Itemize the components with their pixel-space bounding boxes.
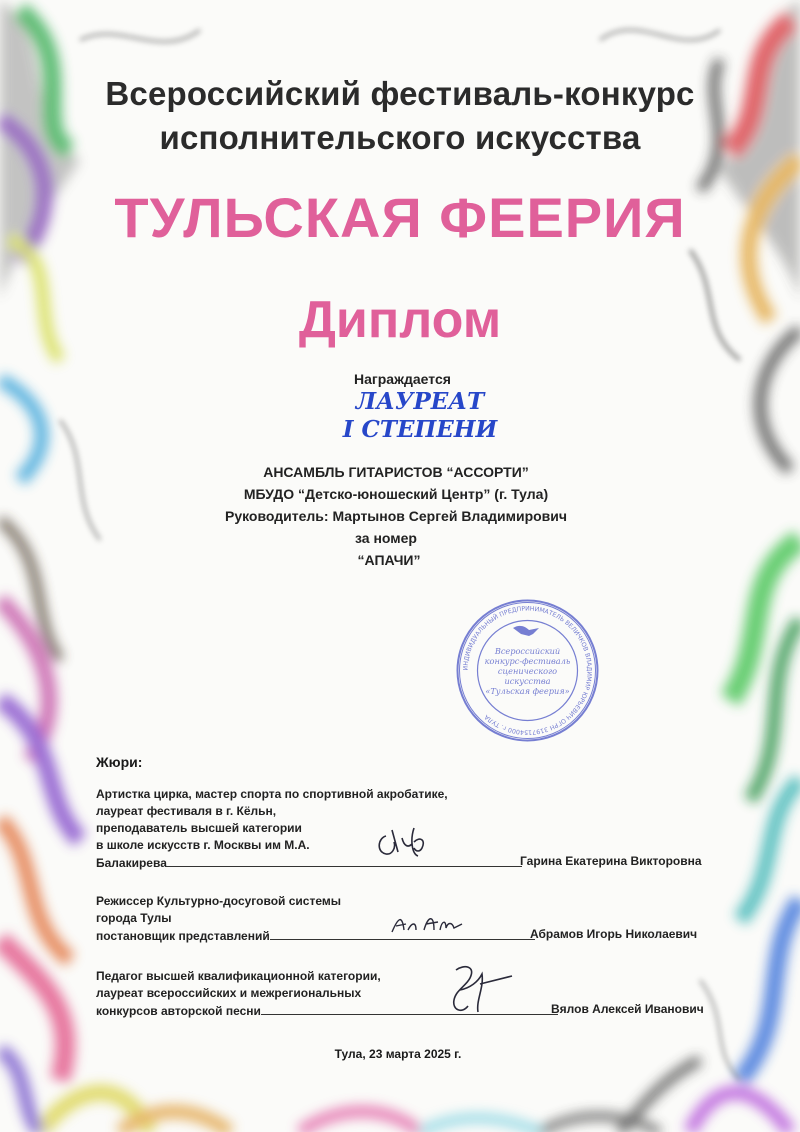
festival-title-line2: исполнительского искусства <box>159 119 641 156</box>
song-title: “АПАЧИ” <box>357 552 421 568</box>
seal-dancer-icon <box>513 626 539 636</box>
laureate-line1: ЛАУРЕАТ <box>355 388 485 415</box>
seal-center-line1: Всероссийский <box>494 646 561 656</box>
laureate-degree <box>20 388 800 444</box>
jury-3-line2: лауреат всероссийских и межрегиональных <box>96 986 362 1000</box>
jury-1-line4: в школе искусств г. Москвы им М.А. <box>96 838 310 852</box>
jury-1-line1: Артистка цирка, мастер спорта по спортивной акробатике, <box>96 787 448 801</box>
seal-center-line4: искусства <box>504 676 551 686</box>
laureate-line2: I СТЕПЕНИ <box>342 416 498 443</box>
jury-2-name: Абрамов Игорь Николаевич <box>530 927 698 941</box>
signature-abramov <box>388 908 468 940</box>
signature-vyalov <box>436 960 516 1024</box>
jury-3-line3: конкурсов авторской песни <box>96 1004 261 1018</box>
festival-title-line1: Всероссийский фестиваль-конкурс <box>105 75 695 112</box>
organization-name: МБУДО “Детско-юношеский Центр” (г. Тула) <box>243 486 549 502</box>
jury-3-name: Вялов Алексей Иванович <box>551 1002 704 1016</box>
jury-heading: Жюри: <box>96 754 143 770</box>
signature-line <box>167 854 522 867</box>
jury-member-1 <box>96 786 522 872</box>
jury-1-line2: лауреат фестиваля в г. Кёльн, <box>96 804 277 818</box>
jury-member-2 <box>96 893 535 945</box>
festival-title <box>0 72 800 160</box>
awarded-label: Награждается <box>354 371 451 387</box>
seal-center-line5: «Тульская феерия» <box>485 686 570 696</box>
jury-2-line3: постановщик представлений <box>96 929 270 943</box>
jury-2-line2: города Тулы <box>96 911 172 925</box>
seal-ring-text: ИНДИВИДУАЛЬНЫЙ ПРЕДПРИНИМАТЕЛЬ ВЕЛИЧКОВ ВЛАДИМИР ЮРЬЕВИЧ ОГРН 3197154000 г. ТУЛА <box>462 605 593 736</box>
official-seal <box>455 598 600 743</box>
for-number-label: за номер <box>355 530 417 546</box>
jury-1-name: Гарина Екатерина Викторовна <box>520 854 702 868</box>
jury-3-line1: Педагог высшей квалификационной категории, <box>96 969 381 983</box>
diploma-title: Диплом <box>298 291 502 349</box>
festival-name: ТУЛЬСКАЯ ФЕЕРИЯ <box>114 186 686 249</box>
ensemble-name: АНСАМБЛЬ ГИТАРИСТОВ “АССОРТИ” <box>263 464 529 480</box>
date-place: Тула, 23 марта 2025 г. <box>334 1047 462 1061</box>
signature-garina <box>374 818 434 868</box>
jury-2-line1: Режиссер Культурно-досуговой системы <box>96 894 341 908</box>
jury-1-line5: Балакирева <box>96 856 167 870</box>
jury-1-line3: преподаватель высшей категории <box>96 821 302 835</box>
seal-center-line3: сценического <box>497 666 558 676</box>
recipient-block <box>0 461 796 571</box>
leader-name: Руководитель: Мартынов Сергей Владимирович <box>224 508 568 524</box>
seal-center-line2: конкурс-фестиваль <box>484 656 571 666</box>
